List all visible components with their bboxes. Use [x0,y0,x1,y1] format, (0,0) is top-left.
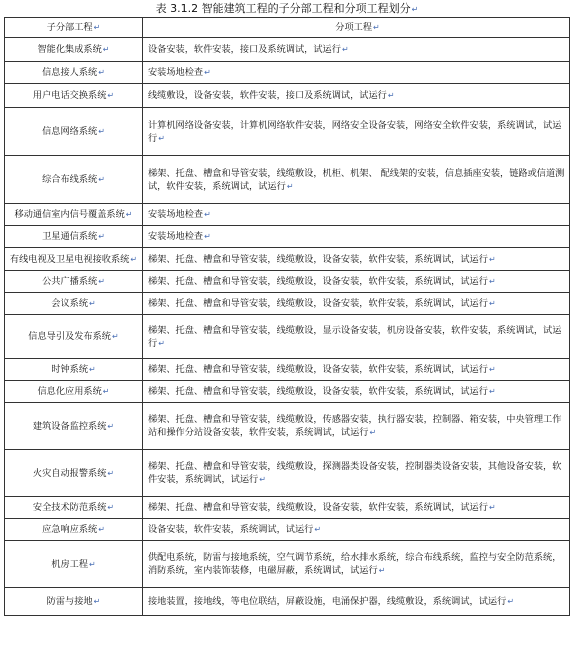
return-mark-icon: ↵ [488,503,496,512]
table-row [5,62,570,84]
sub-items-cell: 梯架、托盘、槽盒和导管安装，线缆敷设，显示设备安装，机房设备安装，软件安装，系统调试，试运行↵ [143,315,570,359]
sub-division-cell: 会议系统↵ [5,293,143,315]
table-row [5,497,570,519]
return-mark-icon: ↵ [507,597,515,606]
return-mark-icon: ↵ [107,468,115,478]
sub-items-cell: 接地装置，接地线，等电位联结，屏蔽设施，电涌保护器，线缆敷设，系统调试，试运行↵ [143,588,570,616]
sub-items-cell: 梯架、托盘、槽盒和导管安装，线缆敷设，设备安装，软件安装，系统调试，试运行↵ [143,271,570,293]
return-mark-icon: ↵ [93,597,101,606]
table-row [5,359,570,381]
sub-division-cell: 机房工程↵ [5,541,143,588]
sub-items-cell: 梯架、托盘、槽盒和导管安装，线缆敷设，设备安装，软件安装，系统调试，试运行↵ [143,359,570,381]
table-row [5,315,570,359]
sub-division-cell: 信息导引及发布系统↵ [5,315,143,359]
sub-division-cell: 安全技术防范系统↵ [5,497,143,519]
table-row [5,450,570,497]
table-row [5,381,570,403]
sub-division-cell: 时钟系统↵ [5,359,143,381]
return-mark-icon: ↵ [111,332,119,341]
sub-items-cell: 梯架、托盘、槽盒和导管安装，线缆敷设，探测器类设备安装，控制器类设备安装，其他设备安装，软件安装，系统调试，试运行↵ [143,450,570,497]
sub-division-cell: 应急响应系统↵ [5,519,143,541]
sub-division-cell: 有线电视及卫星电视接收系统↵ [5,248,143,271]
return-mark-icon: ↵ [158,133,165,143]
table-row [5,403,570,450]
return-mark-icon: ↵ [98,277,105,286]
return-mark-icon: ↵ [204,232,211,241]
return-mark-icon: ↵ [488,365,496,374]
sub-items-cell: 安装场地检查↵ [143,62,570,84]
sub-items-cell: 供配电系统，防雷与接地系统，空气调节系统，给水排水系统，综合布线系统，监控与安全防范系统，消防系统，室内装饰装修，电磁屏蔽，系统调试，试运行↵ [143,541,570,588]
sub-division-cell: 建筑设备监控系统↵ [5,403,143,450]
table-caption [0,2,574,17]
sub-division-cell: 综合布线系统↵ [5,156,143,204]
sub-items-cell: 安装场地检查↵ [143,204,570,226]
return-mark-icon: ↵ [102,45,110,54]
sub-items-cell: 梯架、托盘、槽盒和导管安装，线缆敷设，机柜、机架、 配线架的安装，信息插座安装，链路或信道测试，软件安装，系统调试，试运行↵ [143,156,570,204]
sub-items-cell: 梯架、托盘、槽盒和导管安装，线缆敷设，设备安装，软件安装，系统调试，试运行↵ [143,248,570,271]
sub-division-cell: 公共广播系统↵ [5,271,143,293]
return-mark-icon: ↵ [369,428,377,437]
sub-items-cell: 线缆敷设，设备安装，软件安装，接口及系统调试，试运行↵ [143,84,570,108]
subdivision-table [4,17,570,616]
return-mark-icon: ↵ [341,45,349,54]
table-row [5,271,570,293]
return-mark-icon: ↵ [378,566,386,575]
return-mark-icon: ↵ [488,254,496,264]
sub-division-cell: 智能化集成系统↵ [5,38,143,62]
return-mark-icon: ↵ [98,525,105,534]
sub-division-cell: 用户电话交换系统↵ [5,84,143,108]
return-mark-icon: ↵ [411,5,419,14]
table-row [5,84,570,108]
return-mark-icon: ↵ [204,68,211,77]
table-row [5,588,570,616]
return-mark-icon: ↵ [488,277,496,286]
return-mark-icon: ↵ [98,175,105,184]
return-mark-icon: ↵ [259,475,266,484]
sub-items-cell: 梯架、托盘、槽盒和导管安装，线缆敷设，设备安装，软件安装，系统调试，试运行↵ [143,381,570,403]
caption-text: 表 3.1.2 智能建筑工程的子分部工程和分项工程划分 [155,2,411,15]
return-mark-icon: ↵ [107,91,115,100]
sub-division-cell: 防雷与接地↵ [5,588,143,616]
sub-items-cell: 梯架、托盘、槽盒和导管安装，线缆敷设，设备安装，软件安装，系统调试，试运行↵ [143,293,570,315]
sub-division-cell: 移动通信室内信号覆盖系统↵ [5,204,143,226]
table-row [5,519,570,541]
sub-division-cell: 火灾自动报警系统↵ [5,450,143,497]
table-row [5,204,570,226]
return-mark-icon: ↵ [125,210,133,219]
sub-division-cell: 卫星通信系统↵ [5,226,143,248]
sub-items-cell: 设备安装，软件安装，接口及系统调试，试运行↵ [143,38,570,62]
return-mark-icon: ↵ [93,23,101,32]
sub-division-cell: 信息网络系统↵ [5,108,143,156]
table-row [5,108,570,156]
return-mark-icon: ↵ [314,525,322,534]
table-row [5,226,570,248]
return-mark-icon: ↵ [387,91,395,100]
table-row [5,541,570,588]
sub-division-cell: 信息接人系统↵ [5,62,143,84]
return-mark-icon: ↵ [488,387,496,396]
return-mark-icon: ↵ [286,181,294,191]
table-header-row [5,18,570,38]
sub-items-cell: 设备安装，软件安装，系统调试，试运行↵ [143,519,570,541]
header-sub-items: 分项工程↵ [143,18,570,38]
sub-items-cell: 安装场地检查↵ [143,226,570,248]
return-mark-icon: ↵ [89,365,96,374]
return-mark-icon: ↵ [89,299,96,308]
return-mark-icon: ↵ [98,127,105,136]
sub-items-cell: 计算机网络设备安装，计算机网络软件安装，网络安全设备安装，网络安全软件安装，系统调试，试运行↵ [143,108,570,156]
return-mark-icon: ↵ [89,559,96,569]
header-sub-division: 子分部工程↵ [5,18,143,38]
return-mark-icon: ↵ [102,387,110,396]
return-mark-icon: ↵ [158,338,165,348]
table-row [5,38,570,62]
return-mark-icon: ↵ [98,68,105,77]
table-row [5,293,570,315]
return-mark-icon: ↵ [98,232,105,241]
return-mark-icon: ↵ [488,299,496,308]
return-mark-icon: ↵ [107,503,115,512]
table-row [5,248,570,271]
table-row [5,156,570,204]
return-mark-icon: ↵ [130,254,138,264]
sub-division-cell: 信息化应用系统↵ [5,381,143,403]
return-mark-icon: ↵ [107,421,115,431]
return-mark-icon: ↵ [204,210,211,219]
sub-items-cell: 梯架、托盘、槽盒和导管安装，线缆敷设，传感器安装，执行器安装，控制器、箱安装，中央管理工作站和操作分站设备安装，软件安装，系统调试，试运行↵ [143,403,570,450]
return-mark-icon: ↵ [373,23,380,32]
sub-items-cell: 梯架、托盘、槽盒和导管安装，线缆敷设，设备安装，软件安装，系统调试，试运行↵ [143,497,570,519]
